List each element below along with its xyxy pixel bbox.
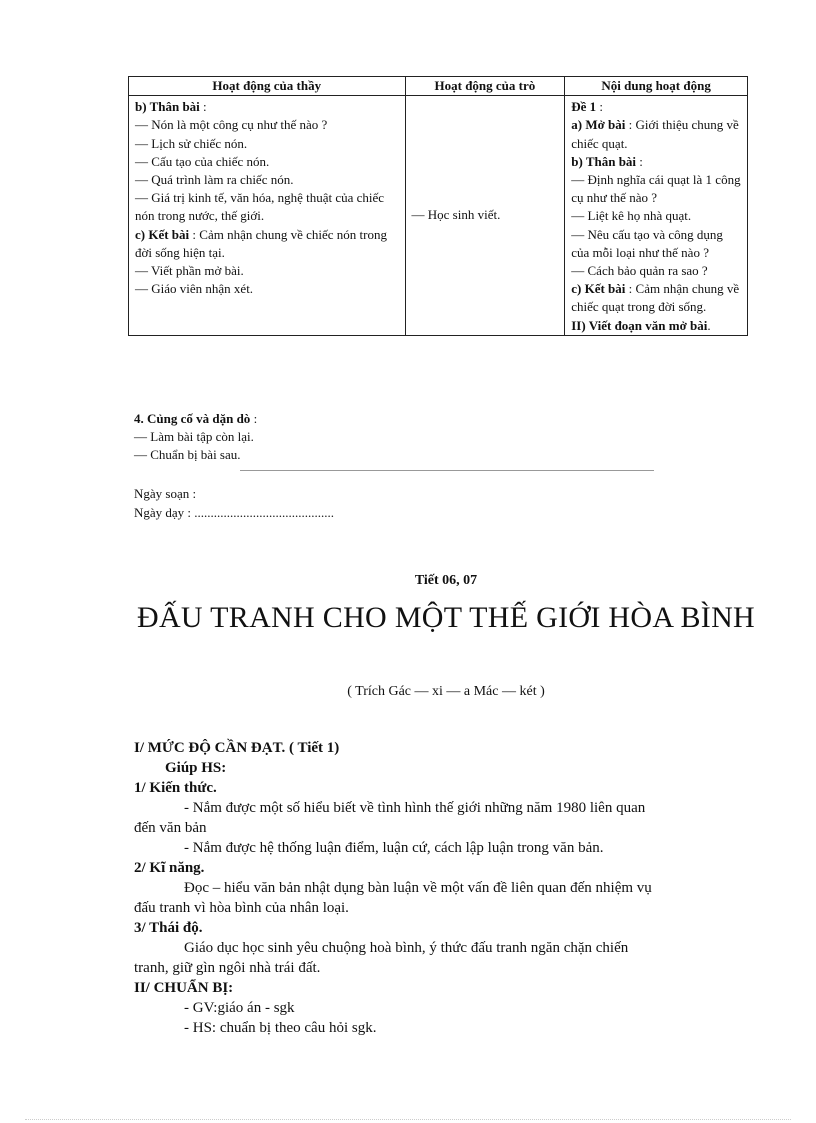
list-item: ― Quá trình làm ra chiếc nón. xyxy=(135,172,294,188)
student-activity-cell: ― Học sinh viết. xyxy=(405,96,565,336)
list-item: ― Viết phần mở bài. xyxy=(135,263,244,279)
header-teacher: Hoạt động của thầy xyxy=(129,77,406,96)
lesson-activity-table xyxy=(128,76,748,336)
section-heading: I/ MỨC ĐỘ CẦN ĐẠT. ( Tiết 1) xyxy=(134,740,340,756)
attitude-text-cont: tranh, giữ gìn ngôi nhà trái đất. xyxy=(134,960,321,976)
attitude-heading: 3/ Thái độ. xyxy=(134,920,203,936)
objectives-section xyxy=(134,738,774,1038)
list-item: ― Cấu tạo của chiếc nón. xyxy=(135,153,270,169)
body-heading: b) Thân bài : xyxy=(135,99,207,115)
table-row xyxy=(129,96,748,336)
knowledge-heading: 1/ Kiến thức. xyxy=(134,780,217,796)
conclusion-item: c) Kết bài : Cảm nhận chung về chiếc nón trong đời sống hiện tại. xyxy=(135,226,387,260)
review-section xyxy=(134,410,257,464)
knowledge-item: - Nắm được hệ thống luận điểm, luận cứ, cách lập luận trong văn bản. xyxy=(184,840,604,856)
list-item: ― Định nghĩa cái quạt là 1 công cụ như thế nào ? xyxy=(571,172,741,206)
list-item: ― Nón là một công cụ như thế nào ? xyxy=(135,117,328,133)
divider xyxy=(240,470,654,471)
student-prep: - HS: chuẩn bị theo câu hỏi sgk. xyxy=(184,1020,377,1036)
skills-text: Đọc – hiểu văn bản nhật dụng bàn luận về một vấn đề liên quan đến nhiệm vụ xyxy=(184,880,652,896)
attitude-text: Giáo dục học sinh yêu chuộng hoà bình, ý thức đấu tranh ngăn chặn chiến xyxy=(184,940,629,956)
writing-task: II) Viết đoạn văn mở bài. xyxy=(571,317,711,333)
header-content: Nội dung hoạt động xyxy=(565,77,748,96)
knowledge-item: - Nắm được một số hiểu biết về tình hình thế giới những năm 1980 liên quan xyxy=(184,800,646,816)
list-item: ― Chuẩn bị bài sau. xyxy=(134,447,241,462)
dates-block xyxy=(134,484,334,522)
prep-date: Ngày soạn : xyxy=(134,486,197,501)
list-item: ― Giá trị kinh tế, văn hóa, nghệ thuật của chiếc nón trong nước, thế giới. xyxy=(135,190,385,224)
body-heading: b) Thân bài : xyxy=(571,153,643,169)
teacher-prep: - GV:giáo án - sgk xyxy=(184,1000,295,1016)
conclusion-item: c) Kết bài : Cảm nhận chung về chiếc quạt trong đời sống. xyxy=(571,281,740,315)
list-item: ― Cách bảo quản ra sao ? xyxy=(571,263,708,279)
source-note: ( Trích Gác ― xi ― a Mác ― két ) xyxy=(347,684,545,699)
lesson-number: Tiết 06, 07 xyxy=(414,573,478,588)
teach-date: Ngày dạy : ........................................... xyxy=(134,505,335,520)
page-title: ĐẤU TRANH CHO MỘT THẾ GIỚI HÒA BÌNH xyxy=(137,601,755,634)
topic-label: Đề 1 : xyxy=(571,99,604,115)
skills-text-cont: đấu tranh vì hòa bình của nhân loại. xyxy=(134,900,349,916)
preparation-heading: II/ CHUẨN BỊ: xyxy=(134,980,234,996)
content-cell xyxy=(565,96,748,336)
table-header-row xyxy=(129,77,748,96)
skills-heading: 2/ Kĩ năng. xyxy=(134,860,205,876)
list-item: ― Làm bài tập còn lại. xyxy=(134,429,254,444)
header-student: Hoạt động của trò xyxy=(405,77,565,96)
list-item: ― Liệt kê họ nhà quạt. xyxy=(571,208,692,224)
teacher-activity-cell xyxy=(129,96,406,336)
page-bottom-border xyxy=(25,1119,791,1120)
review-heading: 4. Củng cố và dặn dò : xyxy=(134,411,258,426)
list-item: ― Giáo viên nhận xét. xyxy=(135,281,254,297)
list-item: ― Lịch sử chiếc nón. xyxy=(135,135,248,151)
knowledge-item-cont: đến văn bản xyxy=(134,820,207,836)
help-label: Giúp HS: xyxy=(165,760,227,776)
intro-item: a) Mở bài : Giới thiệu chung về chiếc quạt. xyxy=(571,117,739,151)
list-item: ― Nêu cấu tạo và công dụng của mỗi loại như thế nào ? xyxy=(571,226,723,260)
